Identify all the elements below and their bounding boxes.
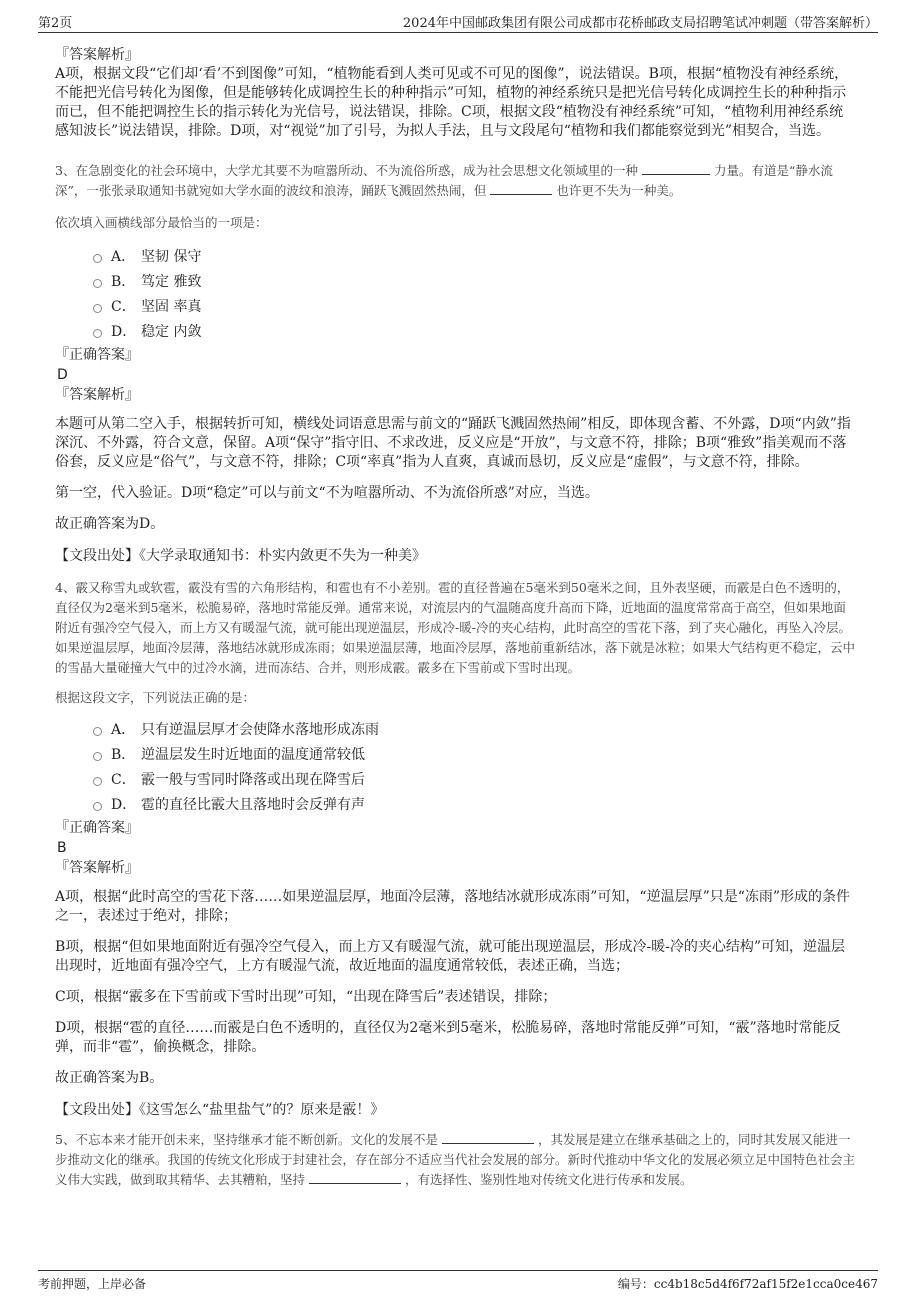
option-text: 稳定 内敛: [141, 324, 202, 340]
radio-icon[interactable]: [93, 752, 102, 761]
q4-answer-label: 『正确答案』: [55, 820, 139, 836]
q4-answer: B: [57, 840, 67, 856]
q5-blank-1: [442, 1142, 534, 1144]
option-text: 逆温层发生时近地面的温度通常较低: [141, 747, 365, 763]
document-content: [55, 44, 855, 1190]
q3-blank-1: [642, 173, 710, 175]
q3-analysis-label: 『答案解析』: [55, 387, 139, 403]
q4-analysis-label: 『答案解析』: [55, 860, 139, 876]
q3-options: [55, 245, 855, 345]
question-4-text: 4、霰又称雪丸或软雹，霰没有雪的六角形结构，和雹也有不小差别。雹的直径普遍在5毫米到50毫米之间，且外表坚硬，而霰是白色不透明的，直径仅为2毫米到5毫米，松脆易碎，落地时常能反弹。通常来说，对流层内的气温随高度升高而下降，近地面的温度常常高于高空，但如果地面附近有强冷空气侵入，而上方又有暖湿气流，就可能出现逆温层，形成冷-暖-冷的夹心结构，此时高空的雪花下落，到了夹心融化，再坠入冷层。如果逆温层厚，地面冷层薄，落地结冰就形成冻雨；如果逆温层薄，地面冷层厚，落地前重新结冰，落下就是冰粒；如果大气结构更不稳定，云中的雪晶大量碰撞大气中的过冷水滴，进而冻结、合并，则形成霰。霰多在下雪前或下雪时出现。: [55, 580, 856, 675]
page-header: [38, 10, 878, 33]
q3-option-b[interactable]: [55, 270, 855, 295]
option-letter: C．: [111, 772, 136, 788]
q3-text-part-a: 3、在急剧变化的社会环境中，大学尤其要不为喧嚣所动、不为流俗所惑，成为社会思想文化领域里的一种: [55, 163, 638, 178]
q3-analysis-3: 故正确答案为D。: [55, 516, 165, 532]
page-number: 第2页: [38, 16, 73, 31]
option-letter: B．: [111, 747, 136, 763]
q3-text-part-c: 也许更不失为一种美。: [556, 183, 682, 198]
option-letter: D．: [111, 324, 137, 340]
q4-analysis-b: B项，根据“但如果地面附近有强冷空气侵入，而上方又有暖湿气流，就可能出现逆温层，形成冷-暖-冷的夹心结构”可知，逆温层出现时，近地面有强冷空气，上方有暖湿气流，故近地面的温度通常较低，表述正确，当选；: [55, 939, 846, 974]
radio-icon[interactable]: [93, 727, 102, 736]
q3-analysis-1: 本题可从第二空入手，根据转折可知，横线处词语意思需与前文的“踊跃飞溅固然热闹”相反，即体现含蓄、不外露，D项“内敛”指深沉、不外露，符合文意，保留。A项“保守”指守旧、不求改进，反义应是“开放”，与文意不符，排除；B项“雅致”指美观而不落俗套，反义应是“俗气”，与文意不符，排除；C项“率真”指为人直爽，真诚而恳切，反义应是“虚假”，与文意不符，排除。: [55, 416, 851, 470]
option-text: 坚韧 保守: [141, 249, 202, 265]
q4-option-d[interactable]: [55, 793, 855, 818]
document-id: 编号：cc4b18c5d4f6f72af15f2e1cca0ce467: [617, 1277, 878, 1291]
option-letter: B．: [111, 274, 136, 290]
q3-prompt: 依次填入画横线部分最恰当的一项是：: [55, 215, 268, 230]
q3-answer-label: 『正确答案』: [55, 347, 139, 363]
question-5-text: [55, 1130, 855, 1190]
document-title: 2024年中国邮政集团有限公司成都市花桥邮政支局招聘笔试冲刺题（带答案解析）: [402, 16, 878, 31]
q3-option-c[interactable]: [55, 295, 855, 320]
option-text: 霰一般与雪同时降落或出现在降雪后: [141, 772, 365, 788]
q4-analysis-a: A项，根据“此时高空的雪花下落……如果逆温层厚，地面冷层薄，落地结冰就形成冻雨”可知，“逆温层厚”只是“冻雨”形成的条件之一，表述过于绝对，排除；: [55, 889, 851, 924]
q5-text-part-c: ，有选择性、鉴别性地对传统文化进行传承和发展。: [404, 1172, 693, 1187]
q2-analysis-label: 『答案解析』: [55, 47, 139, 63]
radio-icon[interactable]: [93, 304, 102, 313]
radio-icon[interactable]: [93, 254, 102, 263]
q4-source: 【文段出处】《这雪怎么“盐里盐气”的？原来是霰！》: [55, 1102, 385, 1118]
q4-analysis-c: C项，根据“霰多在下雪前或下雪时出现”可知，“出现在降雪后”表述错误，排除；: [55, 989, 557, 1005]
q4-option-a[interactable]: [55, 718, 855, 743]
option-text: 笃定 雅致: [141, 274, 202, 290]
radio-icon[interactable]: [93, 777, 102, 786]
q2-analysis-text: A项，根据文段“它们却‘看’不到图像”可知，“植物能看到人类可见或不可见的图像”，说法错误。B项，根据“植物没有神经系统，不能把光信号转化为图像，但是能够转化成调控生长的种种指示”可知，植物的神经系统只是把光信号转化成调控生长的种种指示而已，但不能把调控生长的指示转化为光信号，说法错误，排除。C项，根据文段“植物没有神经系统”可知，“植物利用神经系统感知波长”说法错误，排除。D项，对“视觉”加了引号，为拟人手法，且与文段尾句“植物和我们都能察觉到光”相契合，当选。: [55, 66, 849, 139]
option-letter: A．: [111, 722, 136, 738]
footer-slogan: 考前押题，上岸必备: [38, 1277, 147, 1291]
q3-blank-2: [490, 193, 552, 195]
q4-analysis-end: 故正确答案为B。: [55, 1070, 164, 1086]
q5-text-part-a: 5、不忘本来才能开创未来，坚持继承才能不断创新。文化的发展不是: [55, 1132, 438, 1147]
q3-option-d[interactable]: [55, 320, 855, 345]
q3-answer: D: [57, 367, 68, 383]
q3-text-part-b: 力量。有道是“静水流深”，一张张录取通知书就宛如大学水面的波纹和浪涛，踊跃飞溅固然热闹，但: [55, 163, 833, 198]
option-letter: A．: [111, 249, 136, 265]
q4-analysis-d: D项，根据“雹的直径……而霰是白色不透明的，直径仅为2毫米到5毫米，松脆易碎，落地时常能反弹”可知，“霰”落地时常能反弹，而非“雹”，偷换概念，排除。: [55, 1020, 841, 1055]
option-text: 坚固 率真: [141, 299, 202, 315]
question-3-text: [55, 161, 855, 201]
q3-source: 【文段出处】《大学录取通知书：朴实内敛更不失为一种美》: [55, 548, 426, 564]
q5-blank-2: [309, 1182, 401, 1184]
q5-text-part-b: ，其发展是建立在继承基础之上的，同时其发展又能进一步推动文化的继承。我国的传统文化形成于封建社会，存在部分不适应当代社会发展的部分。新时代推动中华文化的发展必须立足中国特色社会主义伟大实践，做到取其精华、去其糟粕，坚持: [55, 1132, 856, 1187]
q4-option-b[interactable]: [55, 743, 855, 768]
radio-icon[interactable]: [93, 279, 102, 288]
radio-icon[interactable]: [93, 329, 102, 338]
page-footer: [38, 1270, 878, 1293]
option-letter: D．: [111, 797, 137, 813]
q4-prompt: 根据这段文字，下列说法正确的是：: [55, 690, 256, 705]
q4-option-c[interactable]: [55, 768, 855, 793]
option-letter: C．: [111, 299, 136, 315]
option-text: 雹的直径比霰大且落地时会反弹有声: [141, 797, 365, 813]
q3-option-a[interactable]: [55, 245, 855, 270]
q4-options: [55, 718, 855, 818]
radio-icon[interactable]: [93, 802, 102, 811]
option-text: 只有逆温层厚才会使降水落地形成冻雨: [141, 722, 379, 738]
q3-analysis-2: 第一空，代入验证。D项“稳定”可以与前文“不为喧嚣所动、不为流俗所惑”对应，当选。: [55, 485, 599, 501]
